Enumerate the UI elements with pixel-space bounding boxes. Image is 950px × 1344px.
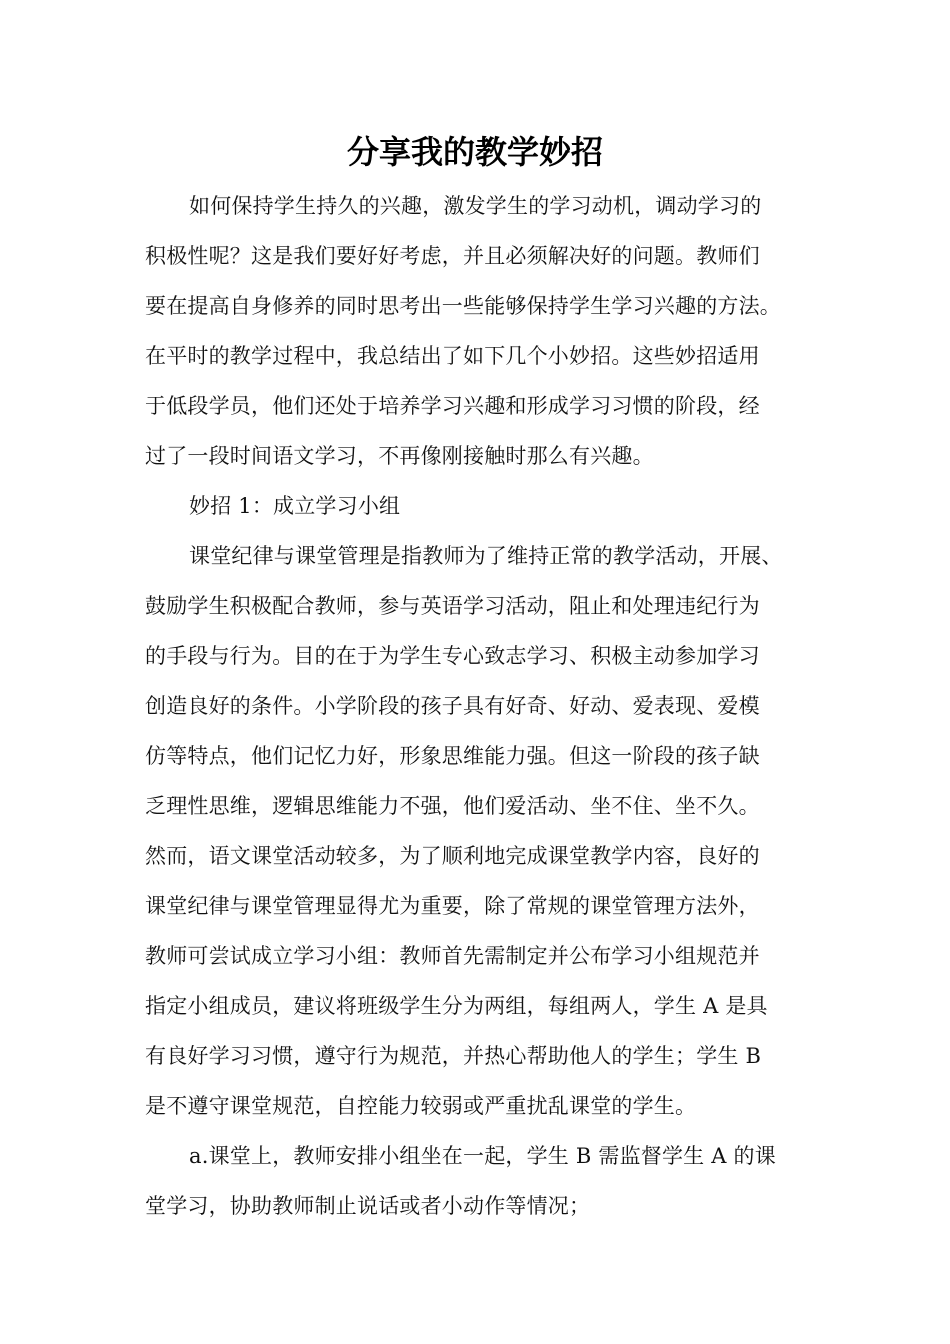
paragraph-line: 在平时的教学过程中，我总结出了如下几个小妙招。这些妙招适用 [145,344,760,368]
list-item-line: 堂学习，协助教师制止说话或者小动作等情况； [145,1194,591,1218]
paragraph-line: 指定小组成员，建议将班级学生分为两组，每组两人，学生 A 是具 [145,994,768,1018]
paragraph-line: 教师可尝试成立学习小组：教师首先需制定并公布学习小组规范并 [145,944,760,968]
paragraph-line: 然而，语文课堂活动较多，为了顺利地完成课堂教学内容，良好的 [145,844,760,868]
list-item-line: a.课堂上，教师安排小组坐在一起，学生 B 需监督学生 A 的课 [189,1144,776,1168]
paragraph-line: 创造良好的条件。小学阶段的孩子具有好奇、好动、爱表现、爱模 [145,694,760,718]
paragraph-line: 过了一段时间语文学习，不再像刚接触时那么有兴趣。 [145,444,654,468]
paragraph-line: 的手段与行为。目的在于为学生专心致志学习、积极主动参加学习 [145,644,760,668]
paragraph-line: 有良好学习习惯，遵守行为规范，并热心帮助他人的学生；学生 B [145,1044,762,1068]
section-heading: 妙招 1：成立学习小组 [189,494,401,518]
paragraph-line: 是不遵守课堂规范，自控能力较弱或严重扰乱课堂的学生。 [145,1094,697,1118]
paragraph-line: 要在提高自身修养的同时思考出一些能够保持学生学习兴趣的方法。 [145,294,781,318]
paragraph-line: 仿等特点，他们记忆力好，形象思维能力强。但这一阶段的孩子缺 [145,744,760,768]
paragraph-line: 积极性呢？这是我们要好好考虑，并且必须解决好的问题。教师们 [145,244,760,268]
paragraph-line: 于低段学员，他们还处于培养学习兴趣和形成学习习惯的阶段，经 [145,394,760,418]
paragraph-line: 乏理性思维，逻辑思维能力不强，他们爱活动、坐不住、坐不久。 [145,794,760,818]
paragraph-line: 课堂纪律与课堂管理显得尤为重要，除了常规的课堂管理方法外， [145,894,760,918]
paragraph-line: 如何保持学生持久的兴趣，激发学生的学习动机，调动学习的 [189,194,762,218]
document-title: 分享我的教学妙招 [346,133,603,171]
paragraph-line: 课堂纪律与课堂管理是指教师为了维持正常的教学活动，开展、 [189,544,783,568]
document-body [145,181,815,1231]
paragraph-line: 鼓励学生积极配合教师，参与英语学习活动，阻止和处理违纪行为 [145,594,760,618]
